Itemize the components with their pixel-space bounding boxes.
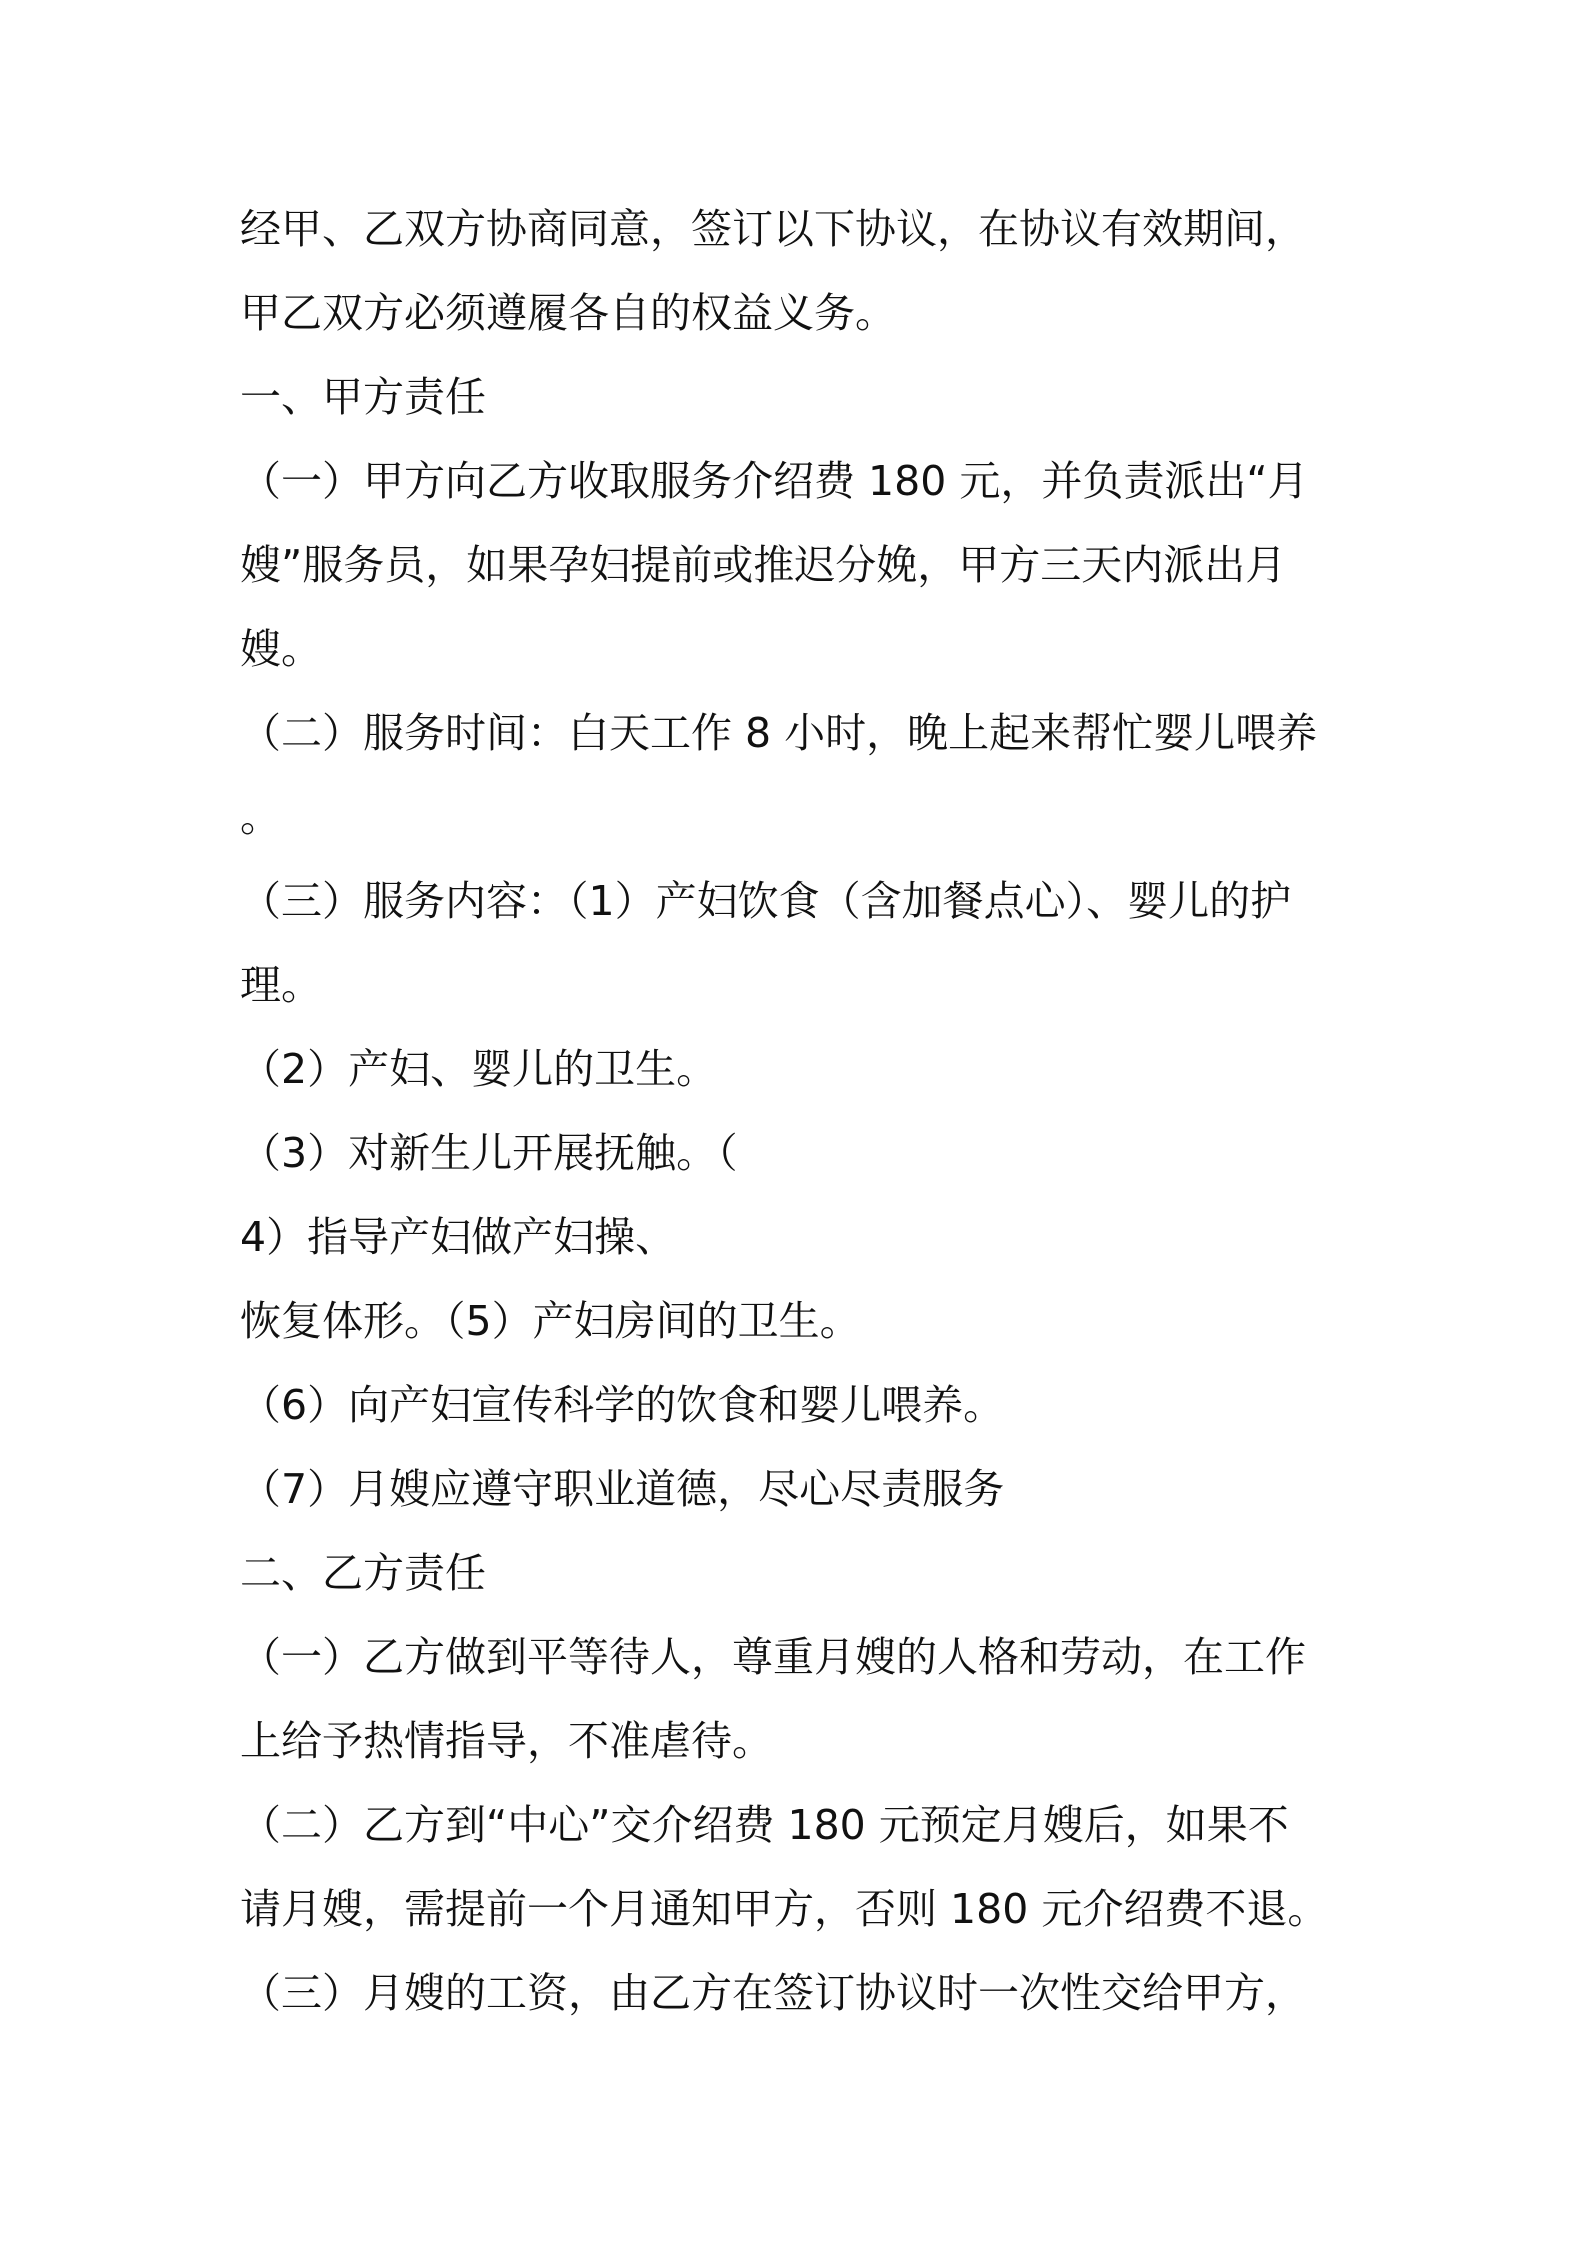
text-line: （3）对新生儿开展抚触。（: [240, 1129, 738, 1177]
text-line: 。: [240, 793, 281, 841]
text-line: （二）乙方到“中心”交介绍费 180 元预定月嫂后，如果不: [240, 1801, 1289, 1849]
text-line: （一）甲方向乙方收取服务介绍费 180 元，并负责派出“月: [240, 457, 1309, 505]
text-line: （7）月嫂应遵守职业道德，尽心尽责服务: [240, 1465, 1005, 1513]
section-heading: 二、乙方责任: [240, 1549, 486, 1597]
text-line: 恢复体形。（5）产妇房间的卫生。: [240, 1297, 861, 1345]
text-line: （三）服务内容：（1）产妇饮食（含加餐点心）、婴儿的护: [240, 877, 1292, 925]
text-line: 请月嫂，需提前一个月通知甲方，否则 180 元介绍费不退。: [240, 1885, 1329, 1933]
text-line: 嫂。: [240, 625, 322, 673]
text-line: 经甲、乙双方协商同意，签订以下协议，在协议有效期间，: [240, 205, 1306, 253]
text-line: （三）月嫂的工资，由乙方在签订协议时一次性交给甲方，: [240, 1969, 1306, 2017]
text-line: 理。: [240, 961, 322, 1009]
text-line: 4）指导产妇做产妇操、: [240, 1213, 677, 1261]
section-heading: 一、甲方责任: [240, 373, 486, 421]
text-line: （2）产妇、婴儿的卫生。: [240, 1045, 718, 1093]
text-line: （二）服务时间：白天工作 8 小时，晚上起来帮忙婴儿喂养: [240, 709, 1318, 757]
text-line: （6）向产妇宣传科学的饮食和婴儿喂养。: [240, 1381, 1005, 1429]
text-line: （一）乙方做到平等待人，尊重月嫂的人格和劳动，在工作: [240, 1633, 1306, 1681]
text-line: 甲乙双方必须遵履各自的权益义务。: [240, 289, 896, 337]
text-line: 上给予热情指导，不准虐待。: [240, 1717, 773, 1765]
text-line: 嫂”服务员，如果孕妇提前或推迟分娩，甲方三天内派出月: [240, 541, 1287, 589]
